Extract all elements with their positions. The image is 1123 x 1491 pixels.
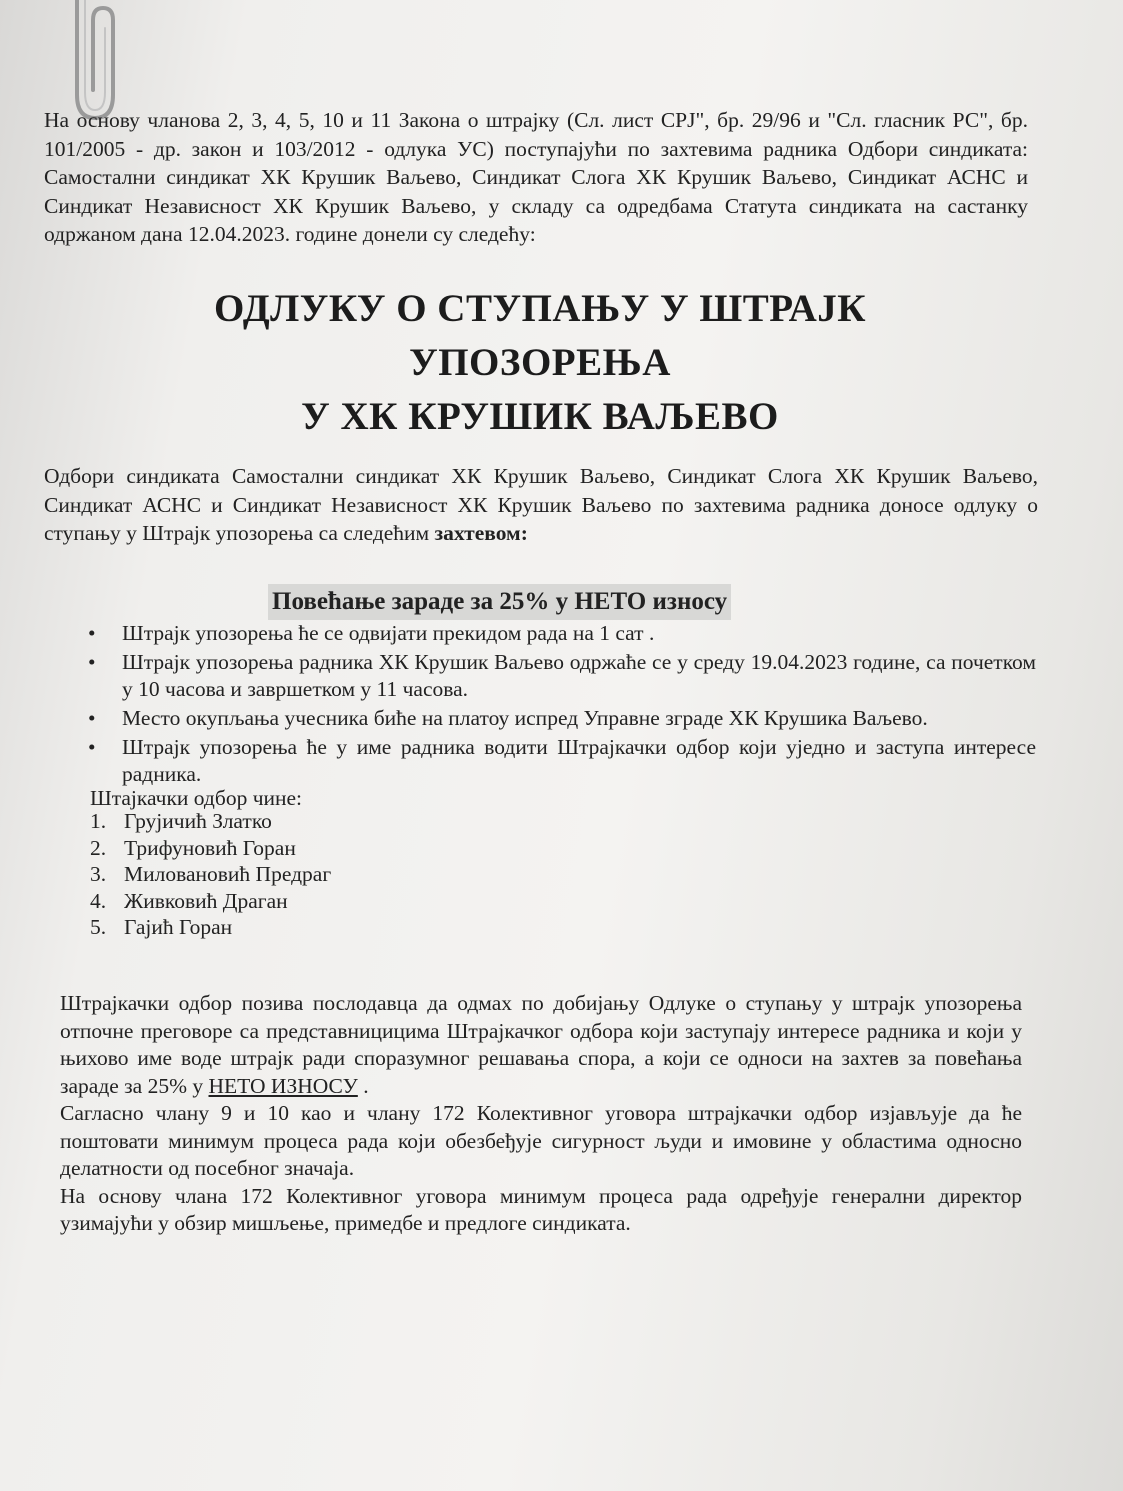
member-number: 4.	[90, 888, 107, 913]
member-number: 3.	[90, 862, 107, 886]
committee-heading: Штајкачки одбор чине:	[90, 786, 303, 810]
member-number: 1.	[90, 809, 107, 833]
title-line-3: У ХК КРУШИК ВАЉЕВО	[301, 395, 779, 438]
committee-members-list	[90, 808, 331, 941]
document-title	[100, 282, 980, 444]
title-line-2: УПОЗОРЕЊА	[409, 341, 671, 384]
member-item	[90, 835, 331, 862]
member-name: Живковић Драган	[124, 888, 288, 913]
list-item-text: Штрајк упозорења радника ХК Крушик Ваљево одржаће се у среду 19.04.2023 године, са почетком у 10 часова и завршетком у 11 часова.	[122, 650, 1036, 701]
member-item	[90, 888, 331, 915]
director-paragraph: На основу члана 172 Колективног уговора минимум процеса рада одређује генерални директор узимајући у обзир мишљење, примедбе и предлоге синдиката.	[60, 1183, 1022, 1235]
decision-bold: захтевом:	[434, 521, 528, 545]
list-item	[88, 705, 1036, 732]
demand-heading: Повећање зараде за 25% у НЕТО износу	[268, 584, 731, 620]
list-item-text: Место окупљања учесника биће на платоу испред Управне зграде ХК Крушика Ваљево.	[122, 706, 928, 730]
intro-paragraph: На основу чланова 2, 3, 4, 5, 10 и 11 Закона о штрајку (Сл. лист СРЈ", бр. 29/96 и "Сл. гласник РС", бр. 101/2005 - др. закон и 103/2012 - одлука УС) поступајући по захтевима радника Одбори синдиката: Самостални синдикат ХК Крушик Ваљево, Синдикат Слога ХК Крушик Ваљево, Синдикат АСНС и Синдикат Независност ХК Крушик Ваљево, у складу са одредбама Статута синдиката на састанку одржаном дана 12.04.2023. године донели су следећу:	[44, 108, 1028, 246]
negotiation-end: .	[357, 1073, 369, 1098]
bullet-icon: •	[88, 735, 96, 759]
negotiation-paragraph	[60, 990, 1022, 1100]
decision-text: Одбори синдиката Самостални синдикат ХК Крушик Ваљево, Синдикат Слога ХК Крушик Ваљево, Синдикат АСНС и Синдикат Независност ХК Крушик Ваљево по захтевима радника доносе одлуку о ступању у Штрајк упозорења са следећим	[44, 464, 1038, 545]
member-name: Миловановић Предраг	[124, 862, 332, 886]
bullet-icon: •	[88, 706, 96, 730]
member-number: 2.	[90, 835, 107, 860]
negotiation-text: Штрајкачки одбор позива послодавца да одмах по добијању Одлуке о ступању у штрајк упозорења отпочне преговоре са представницицима Штрајкачког одбора који заступају интересе радника и који у њихово име воде штрајк ради споразумног решавања спора, а који се односи на захтев за повећања зараде за 25% у	[60, 991, 1022, 1098]
strike-details-list	[88, 620, 1036, 790]
list-item	[88, 649, 1036, 703]
member-name: Трифуновић Горан	[124, 835, 296, 860]
minimum-process-paragraph: Сагласно члану 9 и 10 као и члану 172 Колективног уговора штрајкачки одбор изјављује да ће поштовати минимум процеса рада који обезбеђује сигурност људи и имовине у областима односно делатности од посебног значаја.	[60, 1101, 1022, 1180]
bullet-icon: •	[88, 650, 96, 674]
net-amount-underlined: НЕТО ИЗНОСУ	[208, 1073, 358, 1098]
title-line-1: ОДЛУКУ О СТУПАЊУ У ШТРАЈК	[213, 287, 867, 330]
member-item	[90, 861, 331, 888]
member-name: Грујичић Златко	[124, 809, 272, 833]
decision-paragraph	[44, 462, 1038, 548]
list-item	[88, 620, 1036, 647]
list-item-text: Штрајк упозорења ће у име радника водити Штрајкачки одбор који уједно и заступа интересе радника.	[122, 735, 1036, 786]
closing-section	[60, 990, 1022, 1238]
member-name: Гајић Горан	[124, 915, 233, 939]
bullet-icon: •	[88, 621, 96, 645]
list-item-text: Штрајк упозорења ће се одвијати прекидом рада на 1 сат .	[122, 621, 655, 645]
member-item	[90, 914, 331, 941]
member-item	[90, 808, 331, 835]
member-number: 5.	[90, 915, 107, 939]
list-item	[88, 734, 1036, 788]
